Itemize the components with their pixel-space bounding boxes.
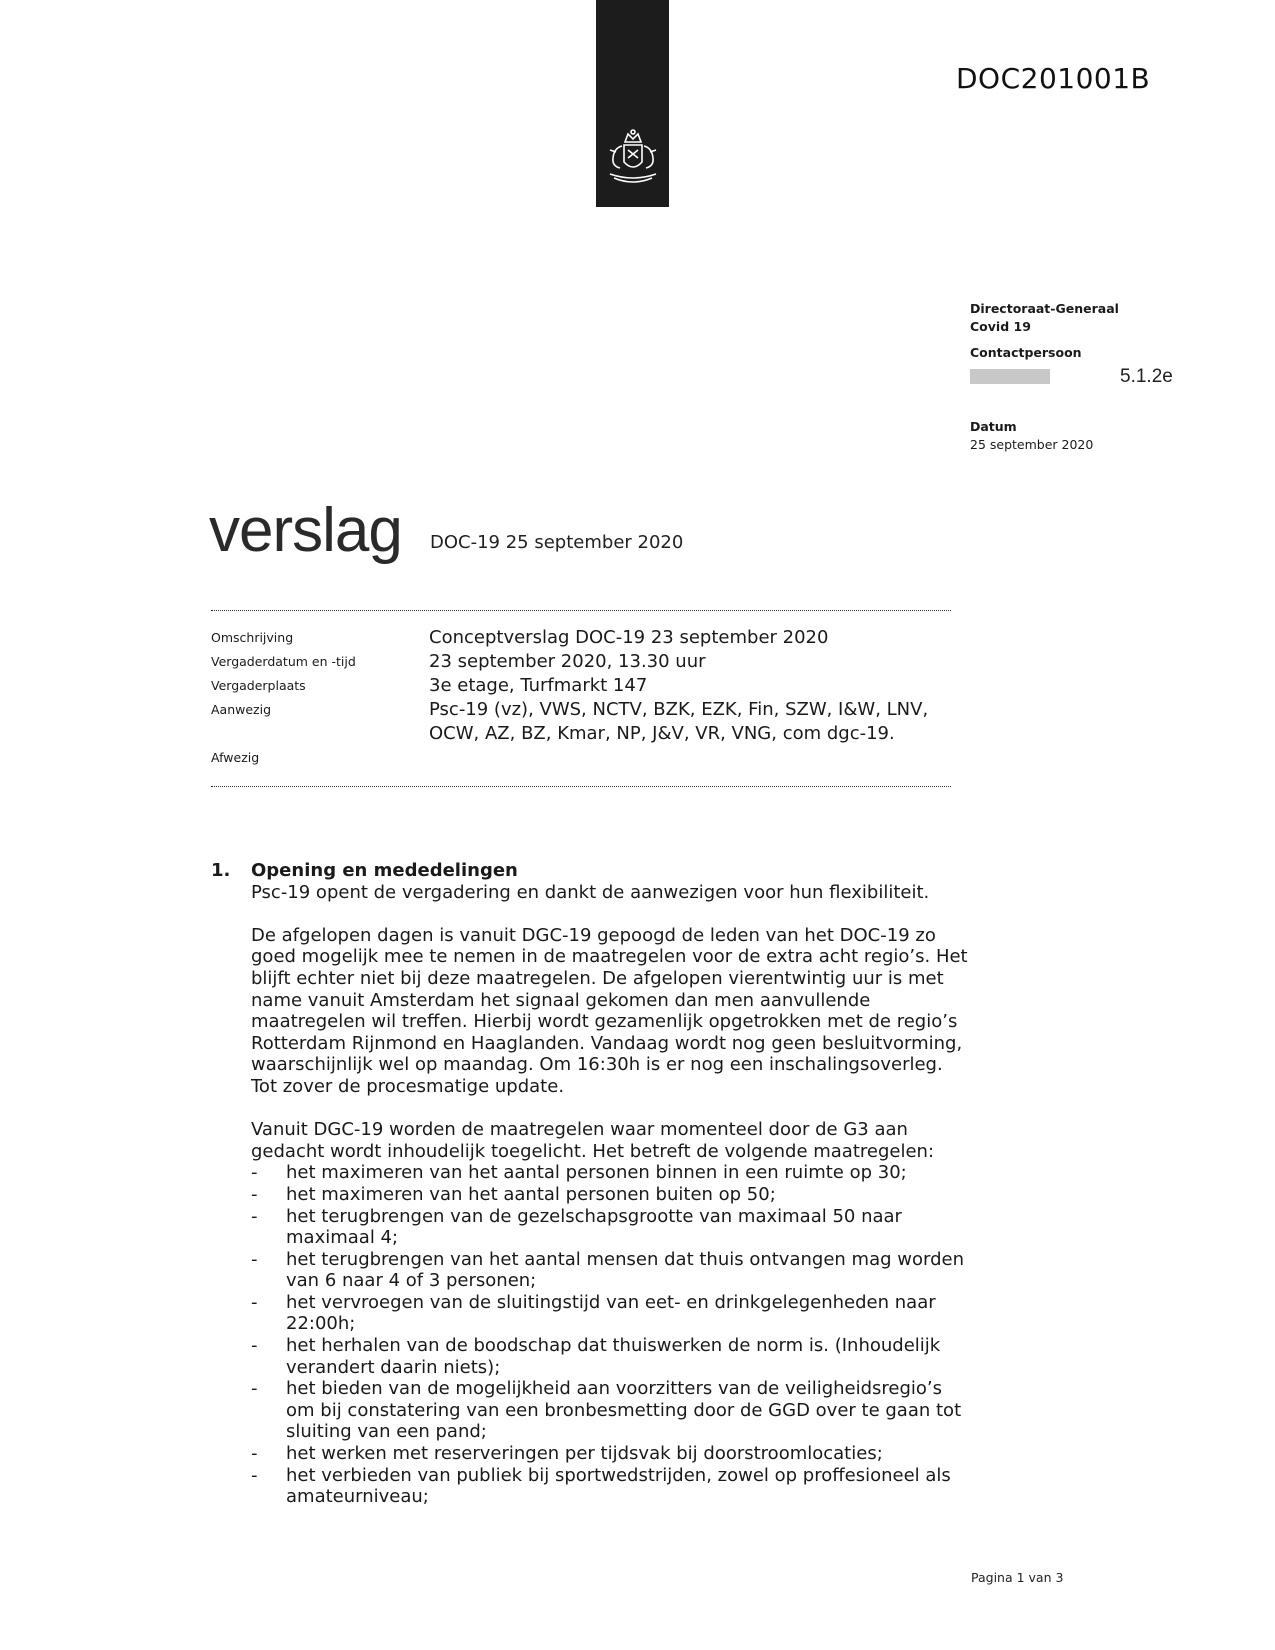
org-name-line2: Covid 19 — [970, 319, 1031, 334]
meta-row-plaats — [211, 674, 951, 698]
divider-bottom — [211, 786, 951, 787]
list-item: - het werken met reserveringen per tijdsvak bij doorstroomlocaties; — [251, 1443, 883, 1465]
document-type-title: verslag — [209, 496, 402, 565]
redaction-code: 5.1.2e — [1120, 366, 1173, 387]
section-number: 1. — [211, 860, 231, 881]
list-item: - het terugbrengen van de gezelschapsgrootte van maximaal 50 naar maximaal 4; — [251, 1205, 902, 1249]
redacted-contact — [970, 369, 1050, 384]
paragraph: De afgelopen dagen is vanuit DGC-19 gepoogd de leden van het DOC-19 zo goed mogelijk mee te nemen in de maatregelen voor de extra acht regio’s. Het blijft echter niet bij deze maatregelen. De afgelopen vierentwintig uur is met name vanuit Amsterdam het signaal gekomen dan men aanvullende maatregelen wil treffen. Hierbij wordt gezamenlijk opgetrokken met de regio’s Rotterdam Rijnmond en Haaglanden. Vandaag wordt nog geen besluitvorming, waarschijnlijk wel op maandag. Om 16:30h is er nog een inschalingsoverleg. Tot zover de procesmatige update. — [251, 924, 968, 1097]
section-title: Opening en mededelingen — [251, 860, 518, 881]
meta-value: 23 september 2020, 13.30 uur — [429, 651, 706, 672]
measures-list — [251, 1162, 971, 1508]
section-heading — [211, 860, 971, 882]
date-label: Datum — [970, 419, 1017, 434]
divider-top — [211, 610, 951, 611]
list-item: - het vervroegen van de sluitingstijd van eet- en drinkgelegenheden naar 22:00h; — [251, 1291, 936, 1335]
coat-of-arms-icon — [602, 128, 664, 188]
list-item: - het verbieden van publiek bij sportwedstrijden, zowel op proffesioneel als amateurniveau; — [251, 1464, 951, 1508]
list-item: - het maximeren van het aantal personen binnen in een ruimte op 30; — [251, 1162, 907, 1184]
document-code: DOC201001B — [956, 62, 1151, 95]
meta-row-afwezig — [211, 746, 951, 770]
meta-label: Aanwezig — [211, 702, 272, 717]
meta-value: Conceptverslag DOC-19 23 september 2020 — [429, 627, 829, 648]
meta-label: Vergaderplaats — [211, 678, 306, 693]
meta-value: Psc-19 (vz), VWS, NCTV, BZK, EZK, Fin, SZW, I&W, LNV, OCW, AZ, BZ, Kmar, NP, J&V, VR, VNG, com dgc-19. — [429, 699, 929, 744]
meta-label: Omschrijving — [211, 630, 294, 645]
contact-label: Contactpersoon — [970, 345, 1082, 360]
list-item: - het herhalen van de boodschap dat thuiswerken de norm is. (Inhoudelijk verandert daarin niets); — [251, 1335, 941, 1378]
page-number: Pagina 1 van 3 — [971, 1570, 1064, 1585]
org-name-line1: Directoraat-Generaal — [970, 301, 1119, 316]
minutes-body — [211, 860, 971, 1508]
government-logo-bar — [596, 0, 669, 207]
meta-label: Afwezig — [211, 750, 260, 765]
section-body — [251, 882, 971, 1508]
paragraph: Psc-19 opent de vergadering en dankt de aanwezigen voor hun flexibiliteit. — [251, 881, 930, 903]
paragraph: Vanuit DGC-19 worden de maatregelen waar momenteel door de G3 aan gedacht wordt inhoudelijk toegelicht. Het betreft de volgende maatregelen: — [251, 1119, 935, 1162]
list-item: - het bieden van de mogelijkheid aan voorzitters van de veiligheidsregio’s om bij constatering van een bronbesmetting door de GGD over te gaan tot sluiting van een pand; — [251, 1378, 962, 1443]
document-subtitle: DOC-19 25 september 2020 — [430, 532, 684, 553]
meta-row-omschrijving — [211, 626, 951, 650]
meta-row-datum — [211, 650, 951, 674]
meeting-details — [211, 626, 951, 770]
meta-value: 3e etage, Turfmarkt 147 — [429, 675, 648, 696]
meta-value — [429, 746, 951, 770]
list-item: - het maximeren van het aantal personen buiten op 50; — [251, 1183, 776, 1205]
date-value: 25 september 2020 — [970, 437, 1094, 452]
meta-row-aanwezig — [211, 698, 951, 746]
meta-label: Vergaderdatum en -tijd — [211, 654, 356, 669]
list-item: - het terugbrengen van het aantal mensen dat thuis ontvangen mag worden van 6 naar 4 of 3 personen; — [251, 1248, 964, 1292]
